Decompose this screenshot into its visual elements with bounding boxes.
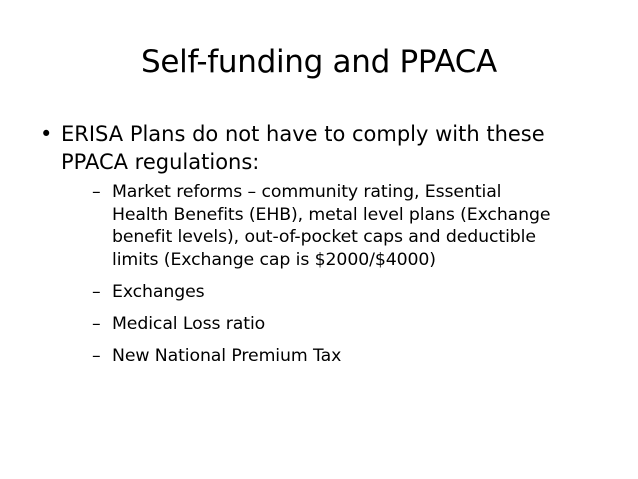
sub-bullet-text: Market reforms – community rating, Essential Health Benefits (EHB), metal level plans (Exchange benefit levels), out-of-pocket caps and deductible limits (Exchange cap is $2000/$4000) xyxy=(112,182,551,270)
dash-marker: – xyxy=(92,281,101,302)
sub-bullet-list xyxy=(92,181,610,367)
bullet-list xyxy=(40,120,610,377)
dash-marker: – xyxy=(92,313,101,334)
sub-bullet-text: Medical Loss ratio xyxy=(112,313,266,334)
dash-marker: – xyxy=(92,345,101,366)
sub-bullet-market-reforms xyxy=(92,181,610,271)
sub-bullet-medical-loss-ratio xyxy=(92,313,610,336)
dash-marker: – xyxy=(92,182,101,202)
bullet-marker: • xyxy=(40,122,53,146)
sub-bullet-exchanges xyxy=(92,281,610,304)
bullet-item xyxy=(40,120,610,367)
sub-bullet-text: New National Premium Tax xyxy=(112,345,342,366)
sub-bullet-premium-tax xyxy=(92,345,610,368)
sub-bullet-text: Exchanges xyxy=(112,281,205,302)
bullet-text: ERISA Plans do not have to comply with these PPACA regulations: xyxy=(61,122,545,174)
slide-title: Self-funding and PPACA xyxy=(141,44,497,80)
